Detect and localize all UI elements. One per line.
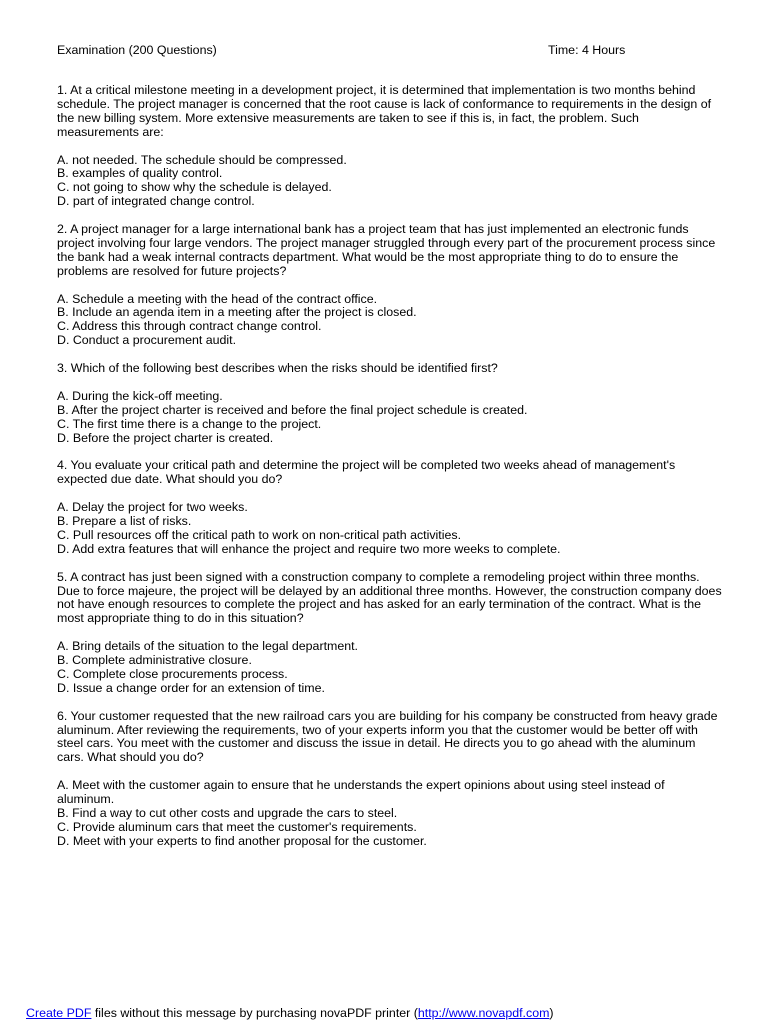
question-stem: 3. Which of the following best describes when the risks should be identified first? — [57, 361, 498, 376]
exam-title: Examination (200 Questions) — [57, 43, 217, 57]
answer-option-b: B. Prepare a list of risks. — [57, 513, 192, 528]
answer-options — [57, 154, 723, 210]
question-stem: 2. A project manager for a large international bank has a project team that has just implemented an electronic funds project involving four large vendors. The project manager struggled through every part of the procurement process since the bank had a weak internal contracts department. What would be the most appropriate thing to do to ensure the problems are resolved for future projects? — [57, 222, 716, 278]
answer-option-c: C. Pull resources off the critical path to work on non-critical path activities. — [57, 527, 462, 542]
answer-option-c: C. not going to show why the schedule is delayed. — [57, 180, 332, 195]
answer-options — [57, 390, 723, 446]
question-list — [57, 84, 723, 863]
question-4 — [57, 459, 723, 556]
answer-options — [57, 640, 723, 696]
answer-option-c: C. The first time there is a change to the project. — [57, 416, 322, 431]
footer-text: files without this message by purchasing novaPDF printer ( — [91, 1006, 418, 1020]
answer-options — [57, 501, 723, 557]
question-1 — [57, 84, 723, 209]
question-5 — [57, 571, 723, 696]
answer-option-d: D. Meet with your experts to find another proposal for the customer. — [57, 833, 427, 848]
answer-option-a: A. not needed. The schedule should be compressed. — [57, 152, 347, 167]
answer-option-b: B. After the project charter is received and before the final project schedule is created. — [57, 402, 528, 417]
answer-option-d: D. Before the project charter is created. — [57, 430, 274, 445]
answer-options — [57, 293, 723, 349]
answer-option-a: A. During the kick-off meeting. — [57, 388, 223, 403]
question-2 — [57, 223, 723, 348]
pdf-footer — [26, 1005, 554, 1021]
answer-option-a: A. Delay the project for two weeks. — [57, 500, 248, 515]
question-stem: 5. A contract has just been signed with a construction company to complete a remodeling project within three months. Due to force majeure, the project will be delayed by an additional three months. However, the construction company does not have enough resources to complete the project and has asked for an early termination of the contract. What is the most appropriate thing to do in this situation? — [57, 569, 722, 626]
answer-option-c: C. Address this through contract change control. — [57, 319, 322, 334]
exam-time-limit: Time: 4 Hours — [548, 43, 626, 57]
create-pdf-link[interactable]: Create PDF — [26, 1006, 92, 1020]
answer-option-d: D. part of integrated change control. — [57, 194, 255, 209]
novapdf-url-link[interactable]: http://www.novapdf.com — [417, 1006, 550, 1020]
question-stem: 1. At a critical milestone meeting in a development project, it is determined that implementation is two months behind schedule. The project manager is concerned that the root cause is lack of conformance to requirements in the design of the new billing system. More extensive measurements are taken to see if this is, in fact, the problem. Such measurements are: — [57, 83, 712, 139]
question-stem: 6. Your customer requested that the new railroad cars you are building for his company be constructed from heavy grade aluminum. After reviewing the requirements, two of your experts inform you that the customer would be better off with steel cars. You meet with the customer and discuss the issue in detail. He directs you to go ahead with the aluminum cars. What should you do? — [57, 708, 718, 765]
answer-option-b: B. Include an agenda item in a meeting after the project is closed. — [57, 305, 417, 320]
question-stem: 4. You evaluate your critical path and determine the project will be completed two weeks ahead of management's expected due date. What should you do? — [57, 458, 676, 487]
answer-options — [57, 779, 723, 849]
answer-option-a: A. Schedule a meeting with the head of the contract office. — [57, 291, 378, 306]
answer-option-b: B. Complete administrative closure. — [57, 653, 252, 668]
exam-header — [57, 42, 717, 58]
question-6 — [57, 710, 723, 849]
answer-option-b: B. Find a way to cut other costs and upgrade the cars to steel. — [57, 805, 398, 820]
answer-option-c: C. Complete close procurements process. — [57, 666, 288, 681]
answer-option-d: D. Issue a change order for an extension of time. — [57, 680, 325, 695]
footer-text-end: ) — [549, 1006, 554, 1020]
answer-option-a: A. Meet with the customer again to ensure that he understands the expert opinions about using steel instead of aluminum. — [57, 778, 665, 807]
question-3 — [57, 362, 723, 445]
answer-option-b: B. examples of quality control. — [57, 166, 223, 181]
answer-option-d: D. Add extra features that will enhance the project and require two more weeks to complete. — [57, 541, 561, 556]
answer-option-d: D. Conduct a procurement audit. — [57, 333, 237, 348]
answer-option-a: A. Bring details of the situation to the legal department. — [57, 639, 358, 654]
answer-option-c: C. Provide aluminum cars that meet the customer's requirements. — [57, 819, 417, 834]
